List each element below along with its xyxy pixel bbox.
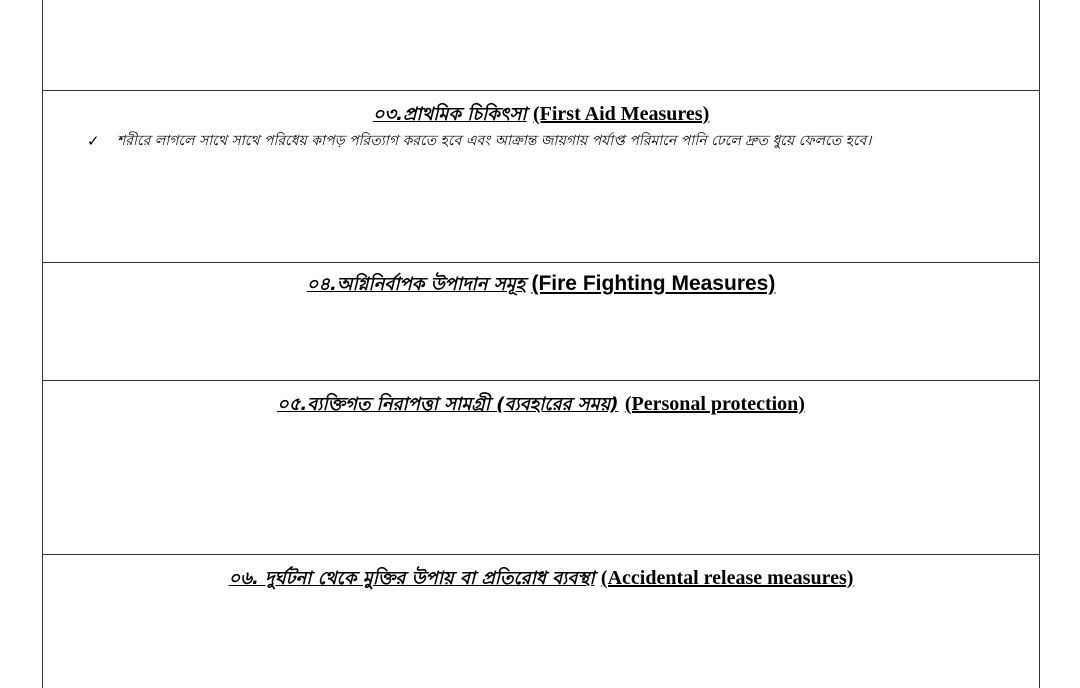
section-heading: ০৫.ব্যক্তিগত নিরাপত্তা সামগ্রী (ব্যবহারের সময়) (Personal protection) [277, 393, 805, 415]
section-accidental-release [42, 554, 1040, 675]
section-personal-protection [42, 380, 1040, 554]
section-heading: ০৩.প্রাথমিক চিকিৎসা (First Aid Measures) [372, 103, 710, 125]
section-fire-fighting [42, 262, 1040, 380]
section-hazards [42, 0, 1040, 90]
section-heading: ০৪.অগ্নিনির্বাপক উপাদান সমূহ (Fire Fighting Measures) [306, 272, 776, 295]
section-heading: ০৬. দুর্ঘটনা থেকে মুক্তির উপায় বা প্রতিরোধ ব্যবস্থা (Accidental release measures) [228, 567, 854, 589]
section-first-aid [42, 90, 1040, 262]
checkmark-icon: ✓ [87, 132, 100, 150]
list-item: ✓ শরীরে লাগলে সাথে সাথে পরিধেয় কাপড় পরিত্যাগ করতে হবে এবং আক্রান্ত জায়গায় পর্যাপ্ত পরিমানে পানি ঢেলে দ্রুত ধুয়ে ফেলতে হবে। [87, 129, 1032, 177]
